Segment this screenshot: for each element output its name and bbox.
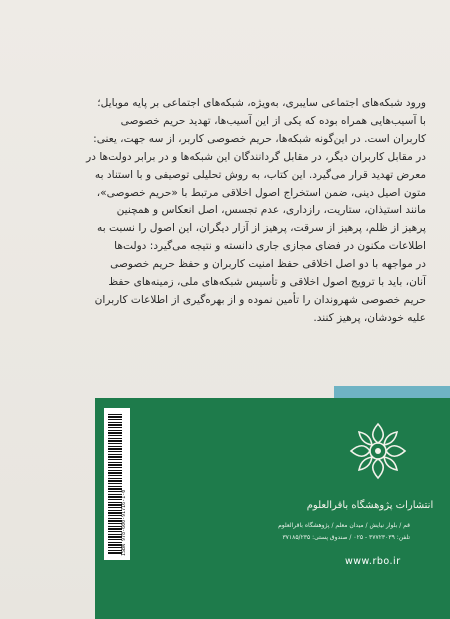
description-line: حریم خصوصی شهروندان را تأمین نموده و از بهره‌گیری از اطلاعات کاربران xyxy=(94,293,426,306)
description-line: پرهیز از ظلم، پرهیز از سرقت، پرهیز از آزار دیگران، این اصول را نسبت به xyxy=(97,222,426,235)
isbn-number: ISBN 978-600-91716-1-0 xyxy=(121,489,127,556)
description-line: کاربران است. در این‌گونه شبکه‌ها، حریم خصوصی کاربر، از سه جهت، یعنی: xyxy=(93,132,426,145)
phone-line: تلفن: ۳۷۷۲۳۰۳۹ - ۰۲۵ / صندوق پستی: ۳۷۱۸۵/۲۳۵ xyxy=(282,534,410,541)
description-line: متون اصیل دینی، ضمن استخراج اصول اخلاقی مرتبط با «حریم خصوصی»، xyxy=(96,186,426,199)
publisher-website-link[interactable]: www.rbo.ir xyxy=(345,556,401,567)
description-line: معرض تهدید قرار می‌گیرد. این کتاب، به روش تحلیلی توصیفی و با استناد به xyxy=(94,168,426,181)
description-text xyxy=(22,95,426,328)
description-line: در مواجهه با دو اصل اخلاقی حفظ امنیت کاربران و حفظ حریم خصوصی xyxy=(110,258,426,271)
publisher-address xyxy=(110,520,410,544)
description-line: در مقابل کاربران دیگر، در مقابل گردانندگان این شبکه‌ها و در برابر دولت‌ها در xyxy=(86,150,426,163)
publisher-logo-icon xyxy=(345,418,411,484)
description-line: ورود شبکه‌های اجتماعی سایبری، به‌ویژه، شبکه‌های اجتماعی بر پایه موبایل؛ xyxy=(97,97,426,109)
description-line: مانند استیذان، ستاریت، رازداری، عدم تجسس، اصل انعکاس و همچنین xyxy=(116,204,426,217)
description-line: علیه خودشان، پرهیز کنند. xyxy=(313,311,426,324)
description-line: با آسیب‌هایی همراه بوده که یکی از این آسیب‌ها، تهدید حریم خصوصی xyxy=(120,114,426,127)
address-line: قم / بلوار نیایش / میدان معلم / پژوهشگاه باقرالعلوم xyxy=(278,522,410,529)
description-line: اطلاعات مکنون در فضای مجازی جاری دانسته و نتیجه می‌گیرد: دولت‌ها xyxy=(114,240,426,253)
publisher-name: انتشارات پژوهشگاه باقرالعلوم xyxy=(306,500,434,511)
description-line: آنان، باید با ترویج اصول اخلاقی و تأسیس شبکه‌های ملی، زمینه‌های حفظ xyxy=(108,276,426,289)
